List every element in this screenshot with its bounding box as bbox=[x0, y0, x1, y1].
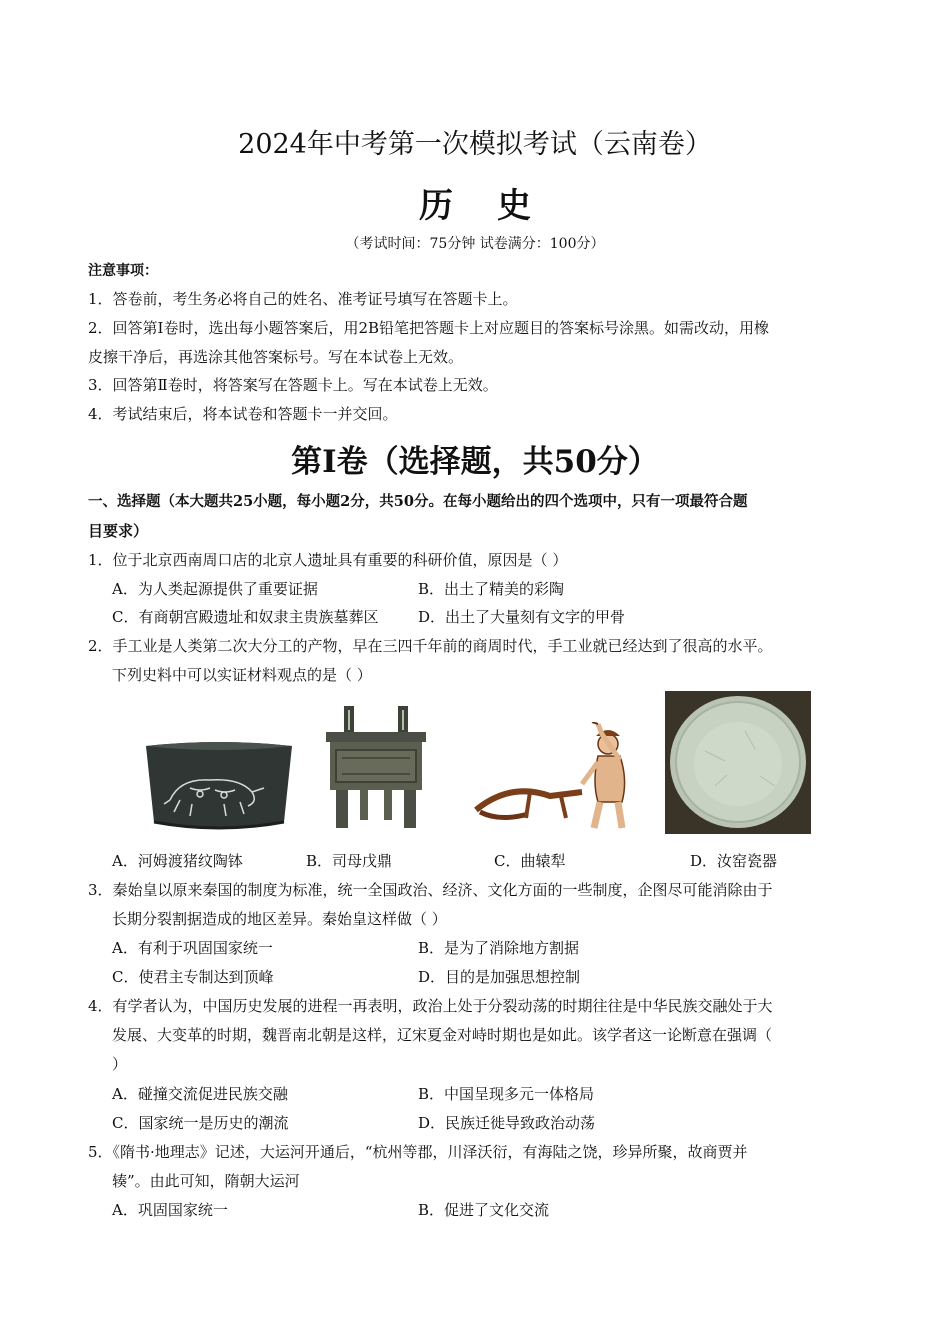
notice-item: 2．回答第Ⅰ卷时，选出每小题答案后，用2B铅笔把答题卡上对应题目的答案标号涂黑。如需改动，用橡 bbox=[88, 319, 770, 337]
option-b: B．司母戊鼎 bbox=[306, 852, 393, 870]
option-b: B．促进了文化交流 bbox=[418, 1201, 550, 1219]
question-stem: 3．秦始皇以原来秦国的制度为标准，统一全国政治、经济、文化方面的一些制度，企图尽可能消除由于 bbox=[88, 881, 773, 899]
section-title: 第Ⅰ卷（选择题，共50分） bbox=[291, 444, 659, 480]
exam-info: （考试时间：75分钟 试卷满分：100分） bbox=[345, 236, 605, 252]
section-instruction: 一、选择题（本大题共25小题，每小题2分，共50分。在每小题给出的四个选项中，只有一项最符合题 bbox=[88, 493, 748, 510]
question-stem: 2．手工业是人类第二次大分工的产物，早在三四千年前的商周时代，手工业就已经达到了很高的水平。 bbox=[88, 637, 773, 655]
question-stem: 辏”。由此可知，隋朝大运河 bbox=[112, 1172, 300, 1190]
pottery-bowl-image bbox=[140, 738, 298, 834]
option-a: A．为人类起源提供了重要证据 bbox=[112, 580, 318, 598]
option-c: C．有商朝宫殿遗址和奴隶主贵族墓葬区 bbox=[112, 608, 379, 626]
option-c: C．国家统一是历史的潮流 bbox=[112, 1114, 289, 1132]
option-d: D．汝窑瓷器 bbox=[690, 852, 778, 870]
question-stem: 4．有学者认为，中国历史发展的进程一再表明，政治上处于分裂动荡的时期往往是中华民族交融处于大 bbox=[88, 997, 773, 1015]
notice-item: 3．回答第Ⅱ卷时，将答案写在答题卡上。写在本试卷上无效。 bbox=[88, 376, 498, 394]
question-stem: 长期分裂割据造成的地区差异。秦始皇这样做（ ） bbox=[112, 910, 447, 928]
option-c: C．使君主专制达到顶峰 bbox=[112, 968, 274, 986]
notice-item: 皮擦干净后，再选涂其他答案标号。写在本试卷上无效。 bbox=[88, 348, 464, 366]
option-a: A．碰撞交流促进民族交融 bbox=[112, 1085, 288, 1103]
question-stem: ） bbox=[112, 1055, 128, 1073]
section-instruction: 目要求） bbox=[88, 522, 149, 540]
exam-title: 2024年中考第一次模拟考试（云南卷） bbox=[238, 129, 712, 160]
option-b: B．是为了消除地方割据 bbox=[418, 939, 580, 957]
question-stem: 5．《隋书·地理志》记述，大运河开通后，“杭州等郡，川泽沃衍，有海陆之饶，珍异所聚，故商贾并 bbox=[88, 1143, 748, 1161]
option-c: C．曲辕犁 bbox=[494, 852, 566, 870]
option-d: D．目的是加强思想控制 bbox=[418, 968, 581, 986]
curved-plough-image bbox=[470, 722, 642, 832]
question-stem: 1．位于北京西南周口店的北京人遗址具有重要的科研价值，原因是（ ） bbox=[88, 551, 568, 569]
option-a: A．有利于巩固国家统一 bbox=[112, 939, 273, 957]
notice-heading: 注意事项： bbox=[88, 263, 158, 279]
notice-item: 4．考试结束后，将本试卷和答题卡一并交回。 bbox=[88, 405, 398, 423]
option-a: A．巩固国家统一 bbox=[112, 1201, 228, 1219]
simuwu-ding-image bbox=[320, 702, 432, 832]
question-stem: 发展、大变革的时期，魏晋南北朝是这样，辽宋夏金对峙时期也是如此。该学者这一论断意在强调（ bbox=[112, 1026, 773, 1044]
option-d: D．出土了大量刻有文字的甲骨 bbox=[418, 608, 626, 626]
option-a: A．河姆渡猪纹陶钵 bbox=[112, 852, 243, 870]
ru-kiln-porcelain-image bbox=[665, 691, 811, 834]
notice-item: 1．答卷前，考生务必将自己的姓名、准考证号填写在答题卡上。 bbox=[88, 290, 518, 308]
option-b: B．中国呈现多元一体格局 bbox=[418, 1085, 595, 1103]
option-b: B．出土了精美的彩陶 bbox=[418, 580, 565, 598]
option-d: D．民族迁徙导致政治动荡 bbox=[418, 1114, 596, 1132]
question-stem: 下列史料中可以实证材料观点的是（ ） bbox=[112, 666, 372, 684]
subject-title: 历史 bbox=[419, 186, 575, 226]
